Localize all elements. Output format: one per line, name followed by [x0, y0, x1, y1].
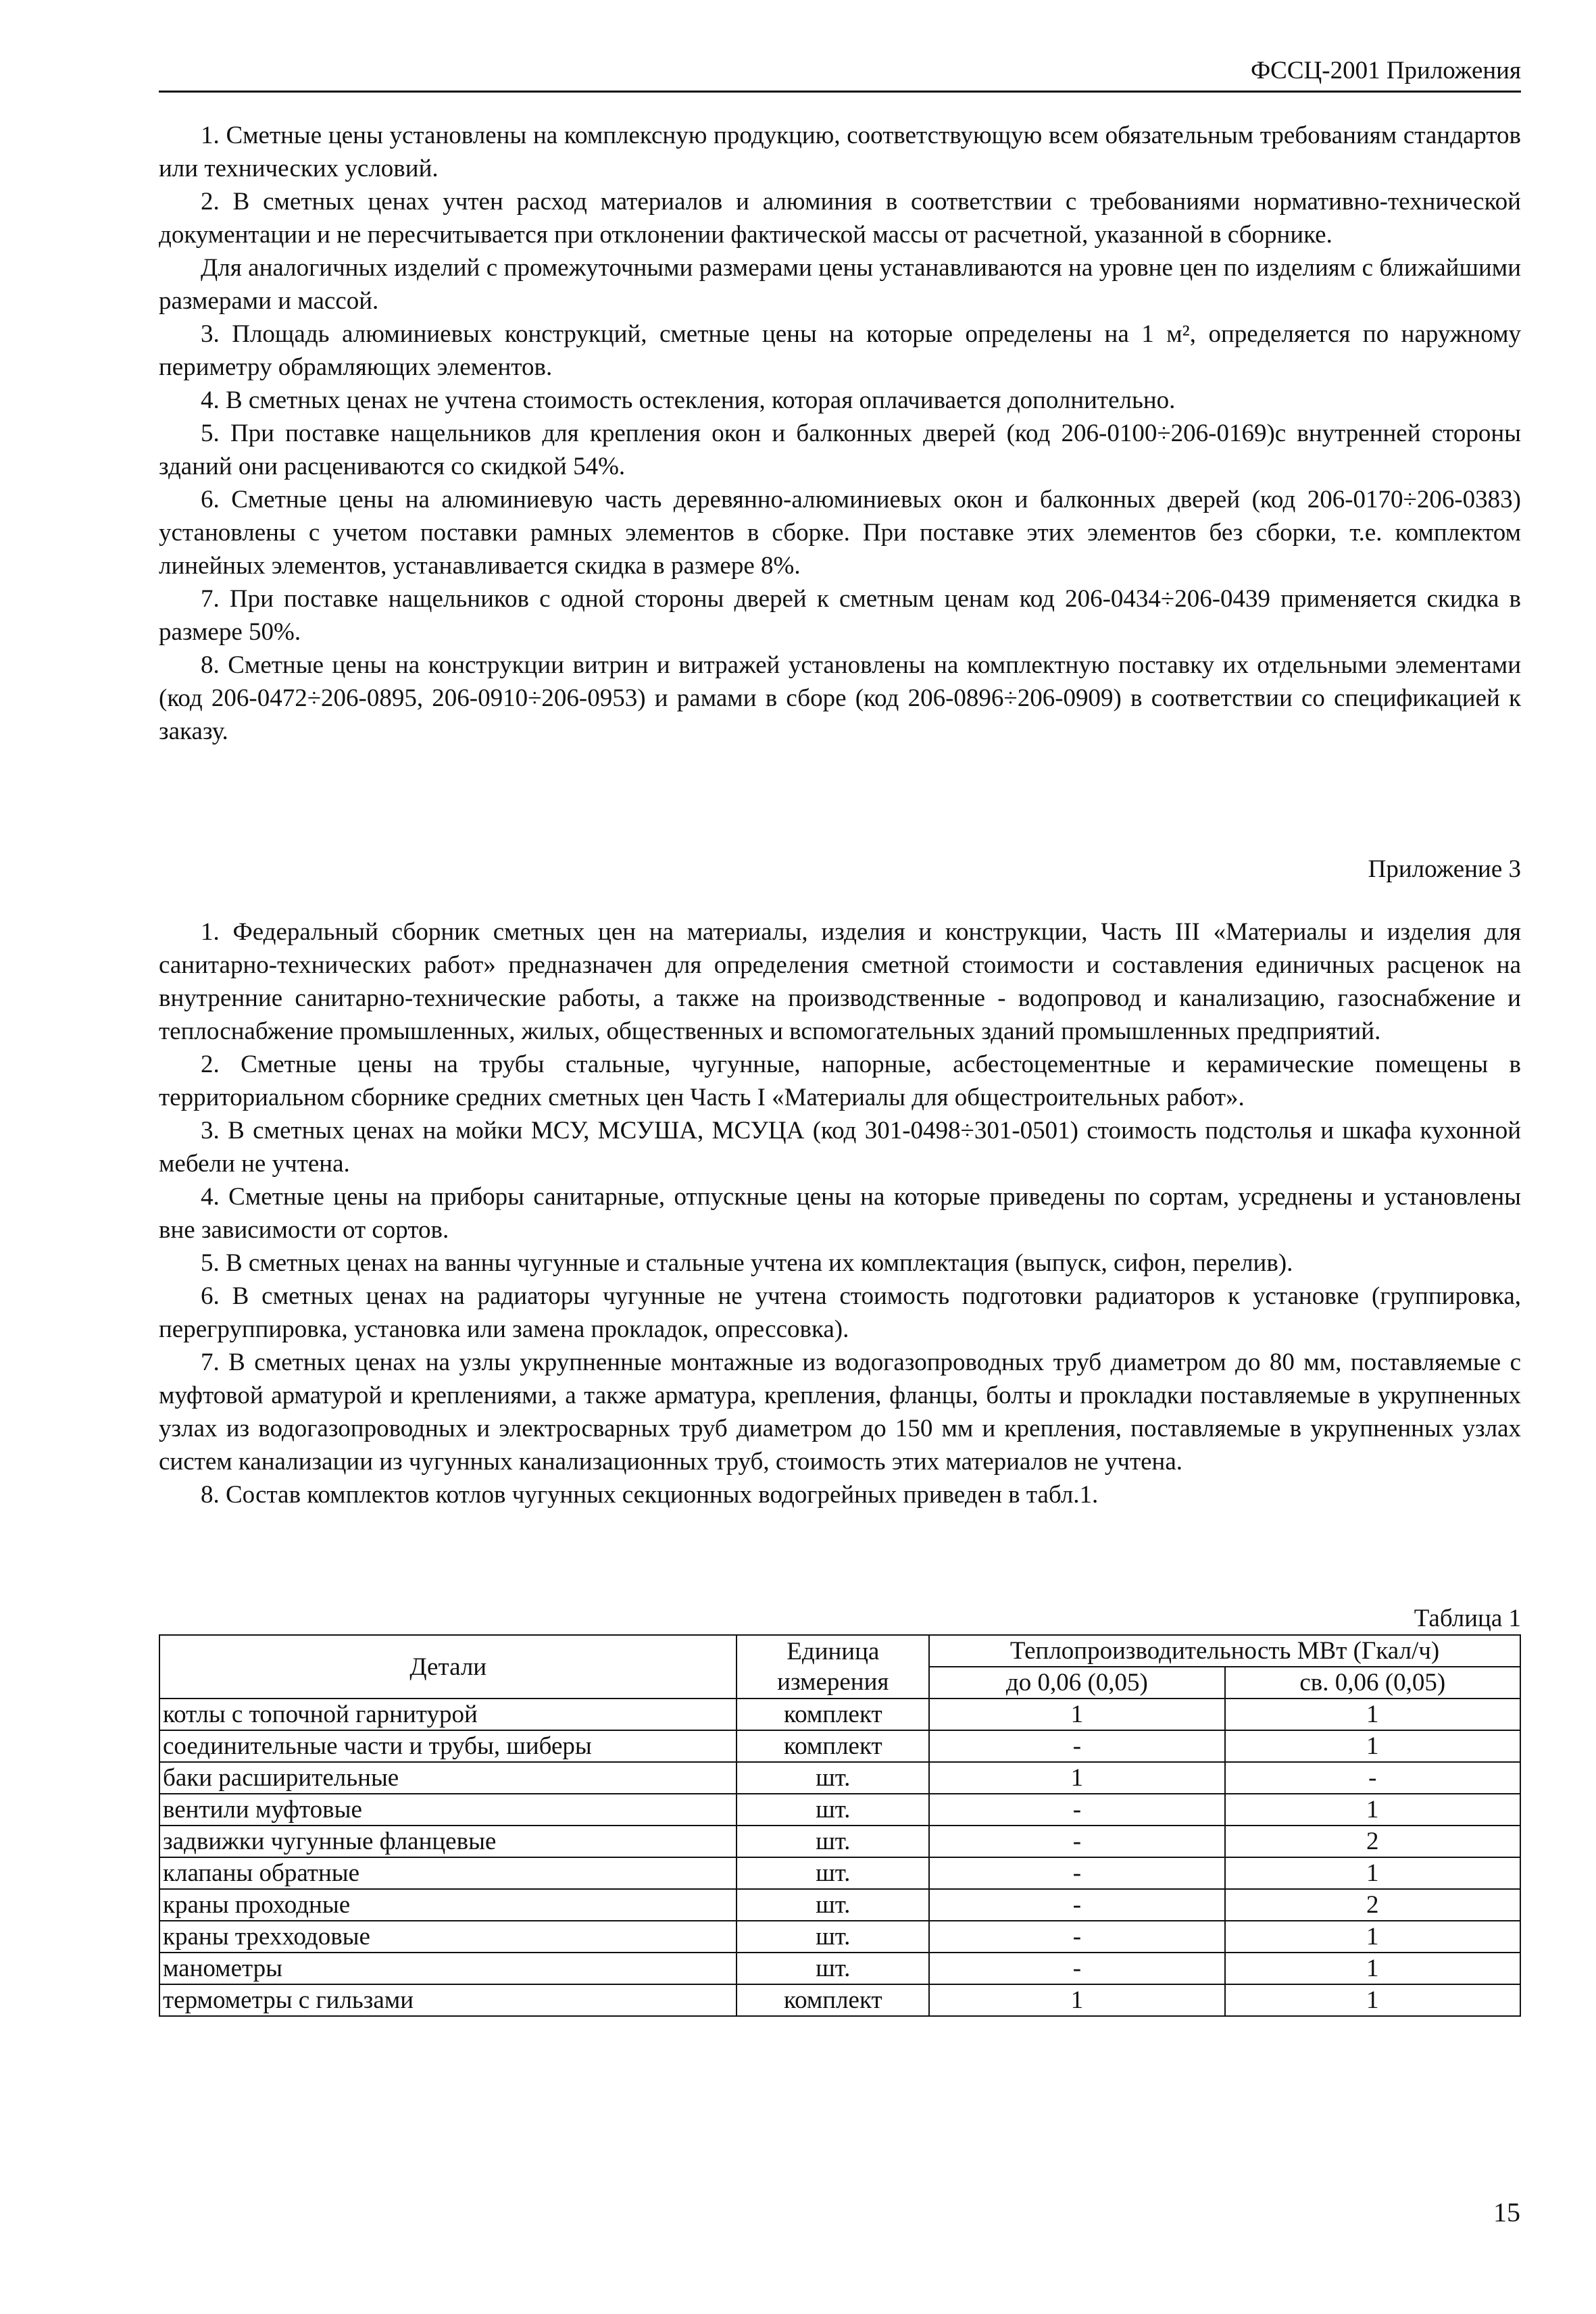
paragraph: 1. Федеральный сборник сметных цен на материалы, изделия и конструкции, Часть III «Материалы и изделия для санитарно-технических работ» предназначен для определения сметной стоимости и составления единичных расценок на внутренние санитарно-технические работы, а также на производственные - водопровод и канализацию, газоснабжение и теплоснабжение промышленных, жилых, общественных и вспомогательных зданий промышленных предприятий. [159, 918, 1521, 1045]
table-row [159, 1921, 1520, 1953]
appendix-3-title: Приложение 3 [1368, 855, 1521, 883]
cell-high: 1 [1225, 1984, 1520, 2016]
cell-detail: задвижки чугунные фланцевые [159, 1826, 737, 1857]
paragraph: 3. В сметных ценах на мойки МСУ, МСУША, МСУЦА (код 301-0498÷301-0501) стоимость подстолья и шкафа кухонной мебели не учтена. [159, 1117, 1521, 1178]
cell-detail: термометры с гильзами [159, 1984, 737, 2016]
cell-low: 1 [929, 1984, 1224, 2016]
table-row [159, 1889, 1520, 1921]
paragraph: 2. В сметных ценах учтен расход материалов и алюминия в соответствии с требованиями нормативно-технической документации и не пересчитывается при отклонении фактической массы от расчетной, указанной в сборнике. [159, 188, 1521, 249]
cell-high: 2 [1225, 1826, 1520, 1857]
cell-detail: манометры [159, 1953, 737, 1984]
table-row [159, 1730, 1520, 1762]
paragraph: 1. Сметные цены установлены на комплексную продукцию, соответствующую всем обязательным требованиям стандартов или технических условий. [159, 122, 1521, 182]
cell-high: 1 [1225, 1794, 1520, 1826]
paragraph: 7. В сметных ценах на узлы укрупненные монтажные из водогазопроводных труб диаметром до 80 мм, поставляемые с муфтовой арматурой и креплениями, а также арматура, крепления, фланцы, болты и прокладки поставляемые в укрупненных узлах из водогазопроводных и электросварных труб диаметром до 150 мм и крепления, поставляемые в укрупненных узлах систем канализации из чугунных канализационных труб, стоимость этих материалов не учтена. [159, 1349, 1521, 1476]
cell-unit: шт. [737, 1921, 929, 1953]
table-row [159, 1794, 1520, 1826]
cell-unit: комплект [737, 1984, 929, 2016]
cell-low: - [929, 1889, 1224, 1921]
cell-high: 1 [1225, 1921, 1520, 1953]
paragraph: Для аналогичных изделий с промежуточными размерами цены устанавливаются на уровне цен по изделиям с ближайшими размерами и массой. [159, 254, 1521, 315]
table-row [159, 1857, 1520, 1889]
table-header-row [159, 1635, 1520, 1667]
cell-detail: клапаны обратные [159, 1857, 737, 1889]
table-row [159, 1699, 1520, 1730]
boiler-parts-table [159, 1634, 1521, 2017]
table-caption: Таблица 1 [1414, 1605, 1521, 1632]
paragraph: 2. Сметные цены на трубы стальные, чугунные, напорные, асбестоцементные и керамические помещены в территориальном сборнике средних сметных цен Часть I «Материалы для общестроительных работ». [159, 1051, 1521, 1111]
cell-low: - [929, 1857, 1224, 1889]
cell-detail: краны трехходовые [159, 1921, 737, 1953]
table-row [159, 1984, 1520, 2016]
cell-high: - [1225, 1762, 1520, 1794]
header-power-low: до 0,06 (0,05) [929, 1667, 1224, 1699]
cell-low: - [929, 1826, 1224, 1857]
cell-low: 1 [929, 1762, 1224, 1794]
paragraph: 5. При поставке нащельников для крепления окон и балконных дверей (код 206-0100÷206-0169)с внутренней стороны зданий они расцениваются со скидкой 54%. [159, 420, 1521, 480]
cell-low: - [929, 1730, 1224, 1762]
table-row [159, 1762, 1520, 1794]
cell-low: - [929, 1794, 1224, 1826]
cell-high: 1 [1225, 1857, 1520, 1889]
cell-high: 1 [1225, 1953, 1520, 1984]
paragraph: 5. В сметных ценах на ванны чугунные и стальные учтена их комплектация (выпуск, сифон, перелив). [201, 1249, 1293, 1277]
paragraph: 3. Площадь алюминиевых конструкций, сметные цены на которые определены на 1 м², определяется по наружному периметру обрамляющих элементов. [159, 320, 1521, 381]
cell-high: 2 [1225, 1889, 1520, 1921]
cell-high: 1 [1225, 1730, 1520, 1762]
cell-low: 1 [929, 1699, 1224, 1730]
cell-detail: краны проходные [159, 1889, 737, 1921]
header-power: Теплопроизводительность МВт (Гкал/ч) [929, 1635, 1520, 1667]
cell-unit: комплект [737, 1730, 929, 1762]
cell-detail: котлы с топочной гарнитурой [159, 1699, 737, 1730]
table-row [159, 1953, 1520, 1984]
cell-high: 1 [1225, 1699, 1520, 1730]
paragraph: 6. Сметные цены на алюминиевую часть деревянно-алюминиевых окон и балконных дверей (код 206-0170÷206-0383) установлены с учетом поставки рамных элементов в сборке. При поставке этих элементов без сборки, т.е. комплектом линейных элементов, устанавливается скидка в размере 8%. [159, 486, 1521, 580]
cell-unit: шт. [737, 1794, 929, 1826]
cell-unit: шт. [737, 1889, 929, 1921]
page-header: ФССЦ-2001 Приложения [159, 54, 1521, 93]
cell-low: - [929, 1953, 1224, 1984]
cell-detail: соединительные части и трубы, шиберы [159, 1730, 737, 1762]
table-row [159, 1826, 1520, 1857]
header-power-high: св. 0,06 (0,05) [1225, 1667, 1520, 1699]
cell-detail: вентили муфтовые [159, 1794, 737, 1826]
paragraph: 8. Состав комплектов котлов чугунных секционных водогрейных приведен в табл.1. [201, 1481, 1099, 1509]
cell-unit: шт. [737, 1857, 929, 1889]
paragraph: 7. При поставке нащельников с одной стороны дверей к сметным ценам код 206-0434÷206-0439 применяется скидка в размере 50%. [159, 585, 1521, 646]
paragraph: 4. Сметные цены на приборы санитарные, отпускные цены на которые приведены по сортам, усреднены и установлены вне зависимости от сортов. [159, 1183, 1521, 1244]
appendix-notes [159, 119, 1521, 748]
cell-unit: комплект [737, 1699, 929, 1730]
cell-low: - [929, 1921, 1224, 1953]
header-details: Детали [159, 1635, 737, 1699]
appendix-3-notes [159, 915, 1521, 1511]
cell-unit: шт. [737, 1953, 929, 1984]
paragraph: 4. В сметных ценах не учтена стоимость остекления, которая оплачивается дополнительно. [201, 386, 1176, 414]
page-number: 15 [1493, 2197, 1520, 2228]
paragraph: 6. В сметных ценах на радиаторы чугунные не учтена стоимость подготовки радиаторов к установке (группировка, перегруппировка, установка или замена прокладок, опрессовка). [159, 1282, 1521, 1343]
cell-unit: шт. [737, 1826, 929, 1857]
header-unit: Единица измерения [737, 1635, 929, 1699]
paragraph: 8. Сметные цены на конструкции витрин и витражей установлены на комплектную поставку их отдельными элементами (код 206-0472÷206-0895, 206-0910÷206-0953) и рамами в сборе (код 206-0896÷206-0909) в соответствии со спецификацией к заказу. [159, 651, 1521, 745]
cell-detail: баки расширительные [159, 1762, 737, 1794]
cell-unit: шт. [737, 1762, 929, 1794]
